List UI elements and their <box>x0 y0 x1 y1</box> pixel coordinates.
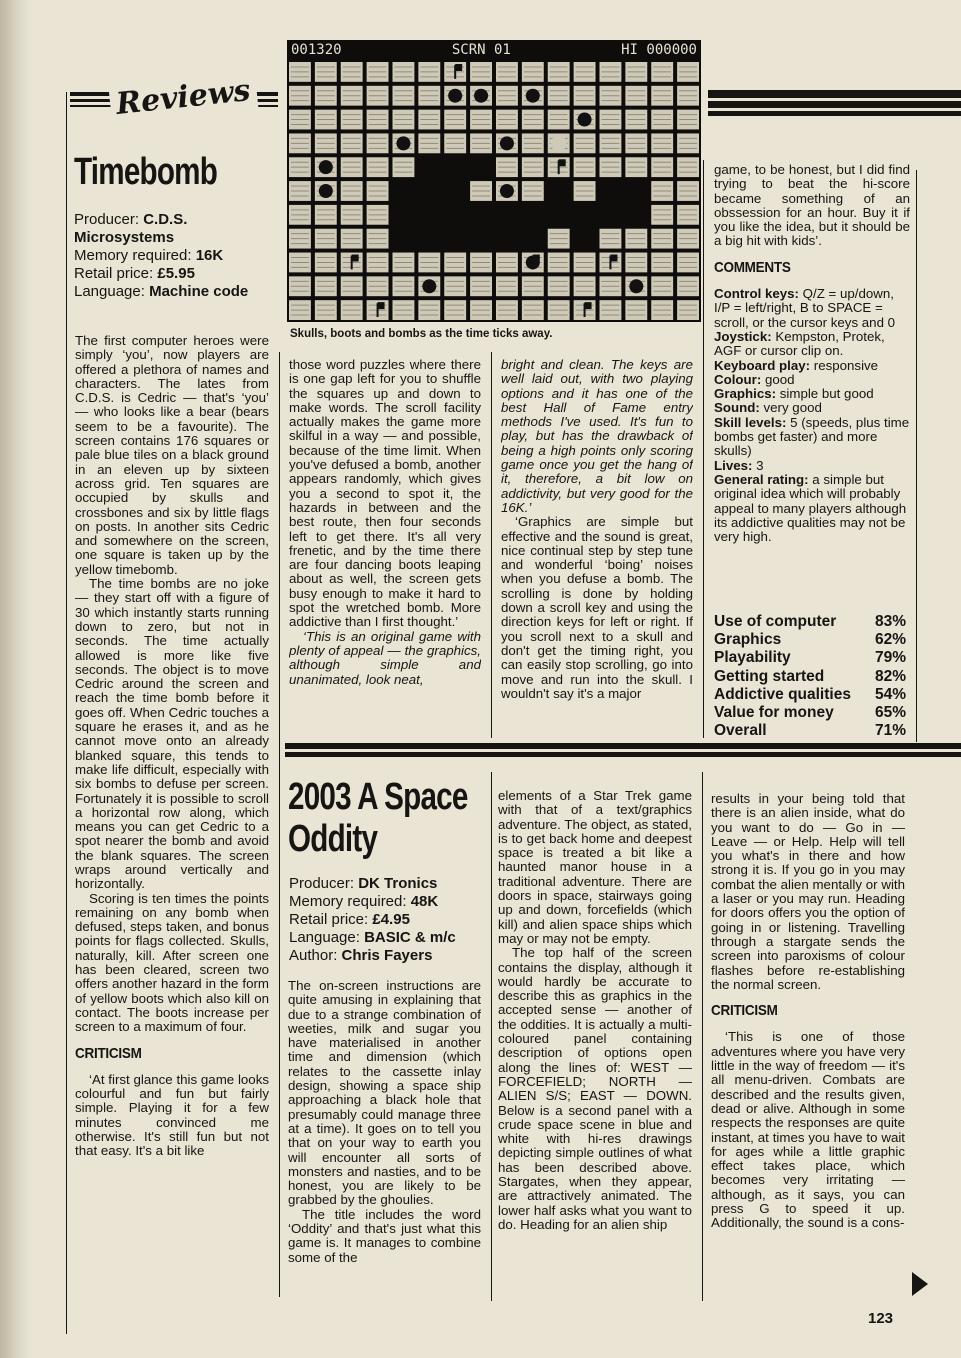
comment-item <box>714 416 910 459</box>
rating-label: Overall <box>714 722 767 740</box>
column-rule <box>491 772 492 1301</box>
timebomb-column-4 <box>714 163 910 603</box>
skull-icon <box>319 160 333 174</box>
skull-icon <box>500 136 514 150</box>
body-paragraph: those word puzzles where there is one gap left for you to shuffle the squares up and down to make words. The scroll facility actually makes the game more skilful in a way — and possible, because of the time limit. When you've defused a bomb, another appears randomly, which gives you a second to spot it, the hazards in between and the best route, then four seconds left to get there. It's all very frenetic, and by the time there are four dancing boots leaping about as well, the screen gets busy enough to make it hard to spot the wretched bomb. More addictive than I first thought.’ <box>289 358 481 630</box>
oddity-info <box>289 875 489 965</box>
body-paragraph: The time bombs are no joke — they start off with a figure of 30 which instantly starts running down to zero, but not in seconds. The time actually allowed is more like five seconds. The object is to move Cedric around the screen and reach the time bomb before it goes off. When Cedric touches a square he erases it, and as he cannot move onto an already blanked square, this tends to make life difficult, especially with six bombs to defuse per screen. Fortunately it is possible to scroll a horizontal row along, which means you can get Cedric to a spot nearer the bomb and avoid the blank squares. The screen wraps around vertically and horizontally. <box>75 576 269 892</box>
comment-item <box>714 287 910 330</box>
skull-icon <box>448 89 462 103</box>
rating-row <box>714 668 906 686</box>
comment-value: Q/Z = up/down, I/P = left/right, B to SPACE = scroll, or the cursor keys and 0 <box>714 286 896 330</box>
hud-hi: HI 000000 <box>621 42 697 58</box>
column-rule <box>703 160 704 738</box>
body-paragraph: ‘Graphics are simple but effective and the sound is great, nice continual step by step tune and wonderful ‘boing’ noises when you defuse a bomb. The scrolling is done by holding down a scroll key and using the direction keys for left or right. If you scroll next to a skull and don't get the timing right, you can easily stop scrolling, go into move and run into the skull. I wouldn't say it's a major <box>501 514 693 701</box>
comment-label: Keyboard play: <box>714 357 814 373</box>
cedric-player-icon <box>551 135 567 151</box>
oddity-price: Retail price: £4.95 <box>289 911 410 928</box>
screenshot-caption: Skulls, boots and bombs as the time ticks away. <box>290 328 553 340</box>
rating-row <box>714 613 906 631</box>
rating-row <box>714 686 906 704</box>
comment-value: Kempston, Protek, AGF or cursor clip on. <box>714 328 885 359</box>
column-rule <box>916 170 917 742</box>
comment-item <box>714 459 910 473</box>
comment-value: simple but good <box>779 386 874 402</box>
body-paragraph: game, to be honest, but I did find trying to beat the hi-score became something of an obssession for an hour. Buy it if you like the idea, but it should be a big hit with kids’. <box>714 163 910 249</box>
rating-row <box>714 704 906 722</box>
rating-label: Getting started <box>714 667 825 685</box>
comment-value: 3 <box>756 457 764 473</box>
rating-label: Use of computer <box>714 613 837 630</box>
comment-label: Sound: <box>714 400 764 416</box>
body-paragraph: ‘This is one of those adventures where you have very little in the way of freedom — it's all menu-driven. Combats are described and the results given, dead or alive. Although in some respects the responses are quite instant, at times you have to wait for ages while a little graphic effect takes place, which becomes very irritating — although, as it says, you can press G to speed it up. Additionally, the sound is a cons- <box>711 1029 905 1231</box>
review-title-timebomb: Timebomb <box>74 151 218 193</box>
comment-label: Control keys: <box>714 286 803 302</box>
comment-item <box>714 387 910 401</box>
body-paragraph: The top half of the screen contains the display, although it would hardly be accurate to describe this as graphics in the accepted sense — another of the oddities. It is actually a multi-coloured panel containing description of options open along the lines of: WEST — FORCEFIELD; NORTH — ALIEN S/S; EAST — DOWN. Below is a second panel with a crude space scene in blue and white with hi-res drawings depicting simple outlines of what has been described above. Stargates, when they appear, are attractively animated. The lower half asks what you want to do. Heading for an alien ship <box>498 945 692 1232</box>
oddity-author: Author: Chris Fayers <box>289 947 433 964</box>
rating-row <box>714 631 906 649</box>
rating-value: 79% <box>874 649 906 667</box>
body-paragraph: ‘This is an original game with plenty of appeal — the graphics, although simple and unanimated, look neat, <box>289 628 481 687</box>
skull-icon <box>500 184 514 198</box>
timebomb-producer-line2: Microsystems <box>74 229 175 246</box>
continue-arrow-icon <box>912 1272 928 1296</box>
body-paragraph: The first computer heroes were simply ‘you’, now players are offered a plethora of names and characters. The lates from C.D.S. is Cedric — that's ‘you’ — who looks like a bear (bears seem to be a favourite). The screen contains 176 squares or pale blue tiles on a black ground in an eleven up by sixteen across grid. Ten squares are occupied by skulls and crossbones and six by little flags on posts. In another sits Cedric and somewhere on the screen, one square is taken up by the yellow timebomb. <box>75 334 269 577</box>
rating-value: 65% <box>874 704 906 722</box>
criticism-heading: CRITICISM <box>75 1044 142 1062</box>
comment-label: Lives: <box>714 457 757 473</box>
comment-label: Colour: <box>714 371 765 387</box>
rating-value: 82% <box>874 667 906 685</box>
skull-icon <box>526 89 540 103</box>
comment-item <box>714 473 910 544</box>
comment-item <box>714 401 910 415</box>
review-title-oddity <box>288 776 468 860</box>
rating-label: Playability <box>714 649 791 667</box>
hud-score: 001320 <box>291 42 342 58</box>
body-paragraph: ‘At first glance this game looks colourful and fun but fairly simple. Playing it for a few minutes convinced me otherwise. It's still fun but not that easy. It's a bit like <box>75 1071 269 1159</box>
oddity-column-3 <box>498 789 692 1301</box>
skull-icon <box>474 89 488 103</box>
rating-label: Value for money <box>714 704 834 722</box>
hud <box>291 42 697 60</box>
comment-value: very good <box>763 400 822 416</box>
rating-value: 71% <box>874 722 906 740</box>
timebomb-memory: Memory required: 16K <box>74 247 224 264</box>
game-screenshot <box>287 40 701 322</box>
page-spine-shadow <box>0 0 30 1358</box>
ratings-table <box>714 613 906 740</box>
comment-item <box>714 330 910 359</box>
skull-icon <box>319 184 333 198</box>
timebomb-column-2 <box>289 358 481 738</box>
rating-label: Graphics <box>714 631 782 649</box>
comment-value: 5 (speeds, plus time bombs get faster) and more skulls) <box>714 414 910 459</box>
rating-value: 54% <box>874 685 906 703</box>
section-divider-rule <box>285 743 961 757</box>
comment-label: General rating: <box>714 471 813 487</box>
oddity-column-4 <box>711 792 905 1304</box>
comment-label: Skill levels: <box>714 414 791 430</box>
comments-list <box>714 287 910 544</box>
skull-icon <box>396 136 410 150</box>
hud-screen: SCRN 01 <box>451 42 511 58</box>
timebomb-info <box>74 211 284 301</box>
oddity-language: Language: BASIC & m/c <box>289 929 456 946</box>
rating-row <box>714 649 906 667</box>
timebomb-language: Language: Machine code <box>74 283 249 300</box>
skull-icon <box>629 279 643 293</box>
rating-label: Addictive qualities <box>714 685 851 703</box>
body-paragraph: elements of a Star Trek game with that of a text/graphics adventure. The object, as stated, is to get back home and deepest space is treated a bit like a haunted manor house in a traditional adventure. There are doors in space, stairways going up and down, forcefields (which kill) and alien space ships which may or may not be empty. <box>498 789 692 946</box>
reviews-logo <box>70 73 278 122</box>
oddity-title-line-2: Oddity <box>288 818 378 860</box>
column-rule <box>491 352 492 738</box>
skull-icon <box>578 113 592 127</box>
timebomb-column-3 <box>501 358 693 738</box>
comment-value: a simple but original idea which will probably appeal to many players although its addictive qualities may not be very high. <box>714 471 907 545</box>
comment-item <box>714 359 910 373</box>
column-rule <box>702 772 703 1301</box>
body-paragraph: The title includes the word ‘Oddity’ and that's just what this game is. It manages to combine some of the <box>288 1206 481 1265</box>
comment-label: Graphics: <box>714 386 780 402</box>
skull-icon <box>422 279 436 293</box>
timebomb-column-1 <box>75 334 269 1296</box>
oddity-memory: Memory required: 48K <box>289 893 439 910</box>
body-paragraph: Scoring is ten times the points remaining on any bomb when defused, steps taken, and bonus points for flags collected. Skulls, naturally, kill. After screen one has been cleared, screen two offers another hazard in the form of yellow boots which also kill on contact. The boots increase per screen to a maximum of four. <box>75 890 269 1035</box>
timebomb-producer: Producer: C.D.S. <box>74 211 188 228</box>
oddity-producer: Producer: DK Tronics <box>289 875 438 892</box>
body-paragraph: bright and clean. The keys are well laid out, with two playing options and it has one of the best Hall of Fame entry methods I've used. It's fun to play, but has the drawback of being a high points only scoring game once you get the hang of it, therefore, a bit low on addictivity, but very good for the 16K.’ <box>501 358 693 515</box>
body-paragraph: The on-screen instructions are quite amusing in explaining that due to a strange combination of weeties, milk and sugar you have materialised in another time and dimension (which relates to the cassette inlay design, showing a space ship approaching a black hole that presumably could manage three at a time). It goes on to tell you that on your way to earth you will encounter all sorts of monsters and nasties, and to be honest, you are likely to be grabbed by the ghoulies. <box>288 979 481 1208</box>
left-column-rule <box>66 92 67 1334</box>
oddity-column-2 <box>288 979 481 1301</box>
page-number: 123 <box>868 1310 894 1327</box>
comment-value: responsive <box>813 357 879 373</box>
comment-value: good <box>764 371 795 387</box>
reviews-logo-text: Reviews <box>109 72 259 123</box>
comments-heading: COMMENTS <box>714 258 791 276</box>
column-rule <box>279 352 280 1297</box>
criticism-heading: CRITICISM <box>711 1002 778 1020</box>
top-right-rule-block <box>708 90 961 116</box>
oddity-title-line-1: 2003 A Space <box>288 776 468 818</box>
timebomb-price: Retail price: £5.95 <box>74 265 195 282</box>
game-grid <box>287 60 701 322</box>
body-paragraph: results in your being told that there is an alien inside, what do you want to do — Go in — Leave — or Help. Help will tell you what's in there and how strong it is. If you go in you may combat the alien mentally or with a laser or you may run. Heading for doors offers you the option of going in or listening. Travelling through a stargate sends the screen into paroxisms of colour flashes before re-establishing the normal screen. <box>711 792 905 992</box>
comment-item <box>714 373 910 387</box>
rating-value: 62% <box>874 631 906 649</box>
rating-row <box>714 722 906 740</box>
comment-label: Joystick: <box>714 328 776 344</box>
rating-value: 83% <box>874 613 906 630</box>
